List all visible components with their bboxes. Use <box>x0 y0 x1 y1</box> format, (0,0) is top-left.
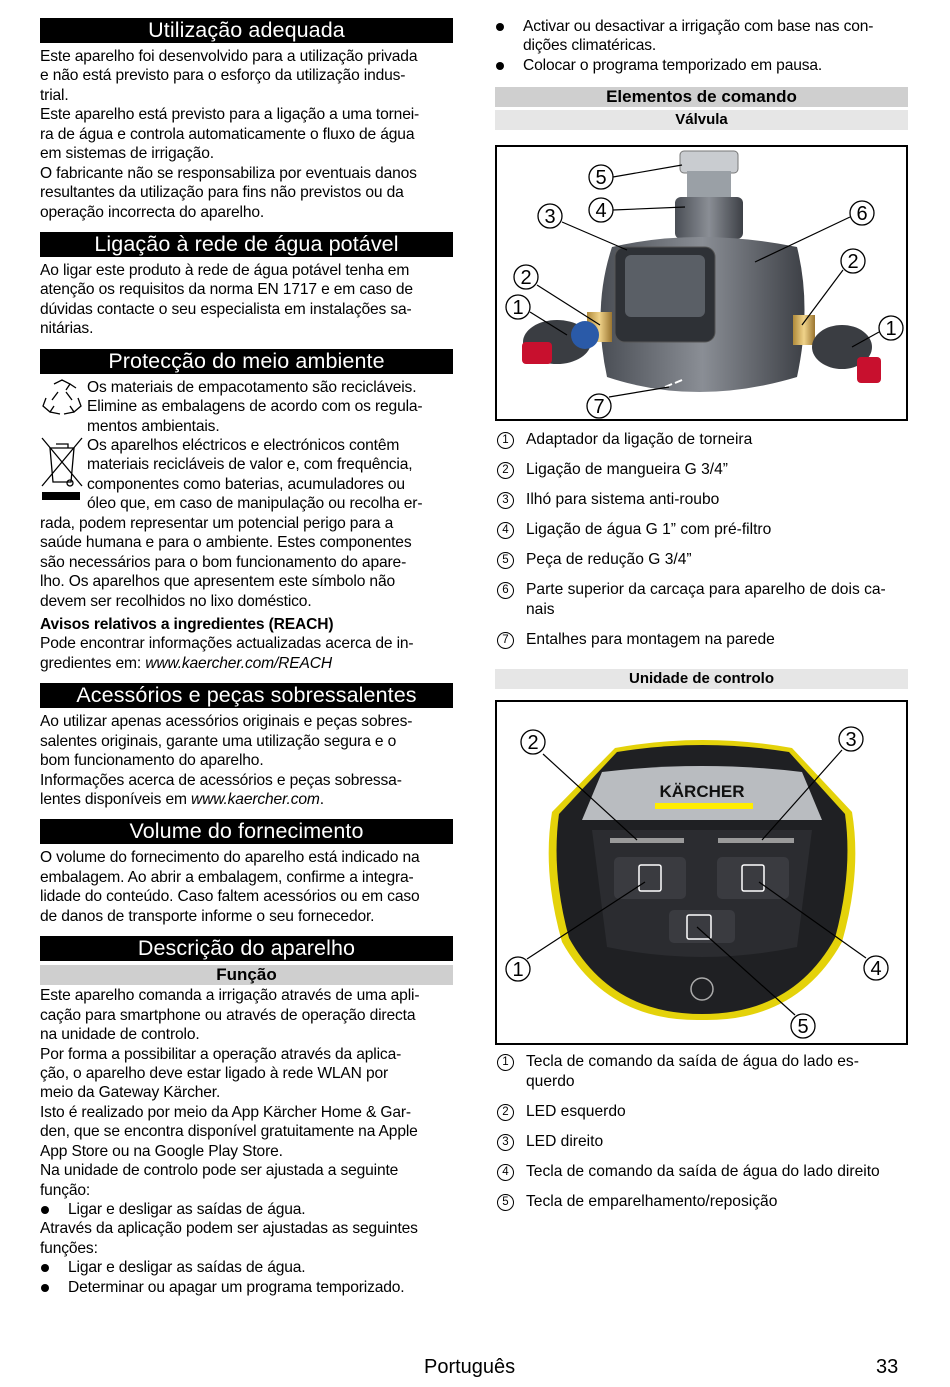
text-line: Elimine as embalagens de acordo com os regula- <box>87 398 423 416</box>
subheading-valve: Válvula <box>495 110 908 130</box>
text-line: Através da aplicação podem ser ajustadas as seguintes <box>40 1220 418 1238</box>
legend-text: LED direito <box>526 1133 604 1150</box>
section-heading: Volume do fornecimento <box>40 819 453 844</box>
section-heading: Acessórios e peças sobressalentes <box>40 683 453 708</box>
legend-text: Tecla de emparelhamento/reposição <box>526 1193 778 1210</box>
text-line: Por forma a possibilitar a operação através da aplica- <box>40 1045 402 1063</box>
right-column <box>495 17 908 1210</box>
bullet-item: Ligar e desligar as saídas de água. <box>40 1200 453 1219</box>
callout-label: 5 <box>797 1016 809 1038</box>
callout-number: 5 <box>497 1194 514 1211</box>
footer-language: Português <box>424 1356 516 1378</box>
text-line: Os materiais de empacotamento são recicláveis. <box>87 378 417 396</box>
text-line: resultantes da utilização para fins não previstos ou da <box>40 184 404 202</box>
callout-number: 3 <box>497 1134 514 1151</box>
paragraph <box>40 848 453 926</box>
text-line: O volume do fornecimento do aparelho está indicado na <box>40 849 420 867</box>
paragraph <box>40 712 453 809</box>
text-line: bom funcionamento do aparelho. <box>40 752 264 770</box>
callout-number: 2 <box>497 462 514 479</box>
text-line: Este aparelho comanda a irrigação através de uma apli- <box>40 987 420 1005</box>
paragraph <box>40 986 453 1200</box>
callout-label: 7 <box>593 396 605 418</box>
text-line: lho. Os aparelhos que apresentem este símbolo não <box>40 573 395 591</box>
text-line: atenção os requisitos da norma EN 1717 e em caso de <box>40 281 413 299</box>
paragraph <box>40 261 453 339</box>
callout-label: 1 <box>512 297 524 319</box>
text-line: Ao utilizar apenas acessórios originais e peças sobres- <box>40 713 413 731</box>
left-water-button[interactable] <box>614 857 686 899</box>
paragraph <box>40 1219 453 1258</box>
legend-item <box>495 520 908 540</box>
legend-text: Tecla de comando da saída de água do lado direito <box>526 1163 880 1180</box>
callout-number: 6 <box>497 582 514 599</box>
section-heading: Utilização adequada <box>40 18 453 43</box>
text-line: Os aparelhos eléctricos e electrónicos contêm <box>87 437 400 454</box>
text-line: cação para smartphone ou através de operação directa <box>40 1006 416 1024</box>
paragraph <box>40 634 453 673</box>
icon-paragraph <box>40 436 453 514</box>
text-line: materiais recicláveis de valor e, com frequência, <box>87 456 413 474</box>
callout-label: 1 <box>885 318 897 340</box>
text-line: óleo que, em caso de manipulação ou recolha er- <box>87 495 423 513</box>
text-line: salentes originais, garante uma utilização segura e o <box>40 732 397 750</box>
left-column <box>40 18 453 1297</box>
bullet-item <box>495 56 908 75</box>
text-line: de danos de transporte informe o seu fornecedor. <box>40 907 375 925</box>
legend-text: Tecla de comando da saída de água do lado es- <box>526 1053 859 1070</box>
section-heading: Ligação à rede de água potável <box>40 232 453 257</box>
text-line: devem ser recolhidos no lixo doméstico. <box>40 592 312 610</box>
control-unit-figure <box>495 700 908 1045</box>
recycle-icon <box>40 378 84 423</box>
legend-item <box>495 1132 908 1152</box>
link-text[interactable]: www.kaercher.com/REACH <box>145 654 332 672</box>
legend-text: Ilhó para sistema anti-roubo <box>526 491 720 508</box>
legend-item <box>495 630 908 650</box>
text-line: na unidade de controlo. <box>40 1026 200 1044</box>
callout-number: 1 <box>497 1054 514 1071</box>
section-heading: Descrição do aparelho <box>40 936 453 961</box>
legend-item <box>495 1052 908 1092</box>
text-line: lentes disponíveis em www.kaercher.com. <box>40 791 324 808</box>
text-line: lidade do conteúdo. Caso faltem acessórios ou em caso <box>40 888 420 906</box>
text-line: embalagem. Ao abrir a embalagem, confirme a integra- <box>40 868 414 886</box>
link-text[interactable]: www.kaercher.com <box>191 791 320 808</box>
bullet-item: Determinar ou apagar um programa temporizado. <box>40 1278 453 1297</box>
bold-heading: Avisos relativos a ingredientes (REACH) <box>40 615 334 633</box>
text-line: em sistemas de irrigação. <box>40 145 214 163</box>
callout-label: 3 <box>544 206 556 228</box>
text-line: App Store ou na Google Play Store. <box>40 1142 283 1160</box>
callout-number: 5 <box>497 552 514 569</box>
text-line: Colocar o programa temporizado em pausa. <box>523 56 823 74</box>
callout-number: 1 <box>497 432 514 449</box>
legend-text: querdo <box>526 1073 575 1090</box>
text-line: trial. <box>40 86 69 104</box>
callout-label: 3 <box>845 729 857 751</box>
legend-item <box>495 1192 908 1212</box>
brand-logo: KÄRCHER <box>659 782 745 801</box>
text-line: den, que se encontra disponível gratuitamente na Apple <box>40 1123 418 1141</box>
control-unit-illustration <box>497 702 906 1043</box>
paragraph <box>40 514 453 611</box>
callout-number: 7 <box>497 632 514 649</box>
text-line: Este aparelho está previsto para a ligação a uma tornei- <box>40 106 420 124</box>
weee-crossed-bin-icon <box>40 436 84 519</box>
legend-item <box>495 550 908 570</box>
valve-figure <box>495 145 908 421</box>
text-line: operação incorrecta do aparelho. <box>40 203 265 221</box>
callout-number: 2 <box>497 1104 514 1121</box>
section-heading-controls: Elementos de comando <box>495 87 908 107</box>
text-line: componentes como baterias, acumuladores ou <box>87 475 405 493</box>
legend-item <box>495 1102 908 1122</box>
text-line: Este aparelho foi desenvolvido para a utilização privada <box>40 48 418 65</box>
text-line: saúde humana e para o ambiente. Estes componentes <box>40 534 412 552</box>
text-line: são necessários para o bom funcionamento do apare- <box>40 553 407 571</box>
icon-paragraph <box>40 378 453 436</box>
text-line: mentos ambientais. <box>87 417 220 435</box>
callout-label: 5 <box>595 167 607 189</box>
callout-label: 1 <box>512 959 524 981</box>
text-line: gredientes em: www.kaercher.com/REACH <box>40 654 332 672</box>
text-line: e não está previsto para o esforço da utilização indus- <box>40 67 406 85</box>
legend-text: Ligação de água G 1” com pré-filtro <box>526 521 772 538</box>
text-line: rada, podem representar um potencial perigo para a <box>40 514 394 532</box>
legend-text: Parte superior da carcaça para aparelho de dois ca- <box>526 581 886 598</box>
text-line: dições climatéricas. <box>523 37 657 55</box>
text-line: O fabricante não se responsabiliza por eventuais danos <box>40 164 417 182</box>
callout-label: 6 <box>856 203 868 225</box>
text-line: ção, o aparelho deve estar ligado à rede WLAN por <box>40 1064 389 1082</box>
text-line: ra de água e controla automaticamente o fluxo de água <box>40 125 415 143</box>
callout-number: 4 <box>497 1164 514 1181</box>
legend-item <box>495 430 908 450</box>
section-heading: Protecção do meio ambiente <box>40 349 453 374</box>
control-unit-legend <box>495 1052 908 1222</box>
paragraph <box>40 47 453 222</box>
legend-text: Peça de redução G 3/4” <box>526 551 692 568</box>
subheading-control-unit: Unidade de controlo <box>495 669 908 689</box>
bullet-item: Ligar e desligar as saídas de água. <box>40 1258 453 1277</box>
text-line: Informações acerca de acessórios e peças sobressa- <box>40 771 402 789</box>
valve-illustration <box>497 147 906 419</box>
text-line: Pode encontrar informações actualizadas acerca de in- <box>40 635 414 653</box>
text-line: Ao ligar este produto à rede de água potável tenha em <box>40 261 410 279</box>
legend-text: LED esquerdo <box>526 1103 626 1120</box>
callout-label: 4 <box>870 958 882 980</box>
callout-number: 4 <box>497 522 514 539</box>
callout-label: 2 <box>847 251 859 273</box>
callout-label: 2 <box>527 732 539 754</box>
valve-legend <box>495 430 908 660</box>
page-number: 33 <box>876 1356 899 1378</box>
legend-item <box>495 490 908 510</box>
text-line: meio da Gateway Kärcher. <box>40 1084 221 1102</box>
legend-text: Entalhes para montagem na parede <box>526 631 775 648</box>
text-line: Na unidade de controlo pode ser ajustada a seguinte <box>40 1162 399 1180</box>
legend-item <box>495 580 908 620</box>
legend-item <box>495 1162 908 1182</box>
text-line: nitárias. <box>40 320 94 338</box>
legend-text: nais <box>526 601 555 618</box>
bullet-item <box>495 17 908 56</box>
right-water-button[interactable] <box>717 857 789 899</box>
bullet-list <box>495 17 908 75</box>
text-line: função: <box>40 1181 91 1199</box>
legend-text: Ligação de mangueira G 3/4” <box>526 461 728 478</box>
text-line: dúvidas contacte o seu especialista em instalações sa- <box>40 300 412 318</box>
callout-label: 4 <box>595 200 607 222</box>
callout-number: 3 <box>497 492 514 509</box>
legend-item <box>495 460 908 480</box>
text-line: Isto é realizado por meio da App Kärcher Home & Gar- <box>40 1103 411 1121</box>
text-line: funções: <box>40 1239 98 1257</box>
subheading: Função <box>40 965 453 985</box>
legend-text: Adaptador da ligação de torneira <box>526 431 753 448</box>
callout-label: 2 <box>520 267 532 289</box>
text-line: Activar ou desactivar a irrigação com base nas con- <box>523 18 874 35</box>
